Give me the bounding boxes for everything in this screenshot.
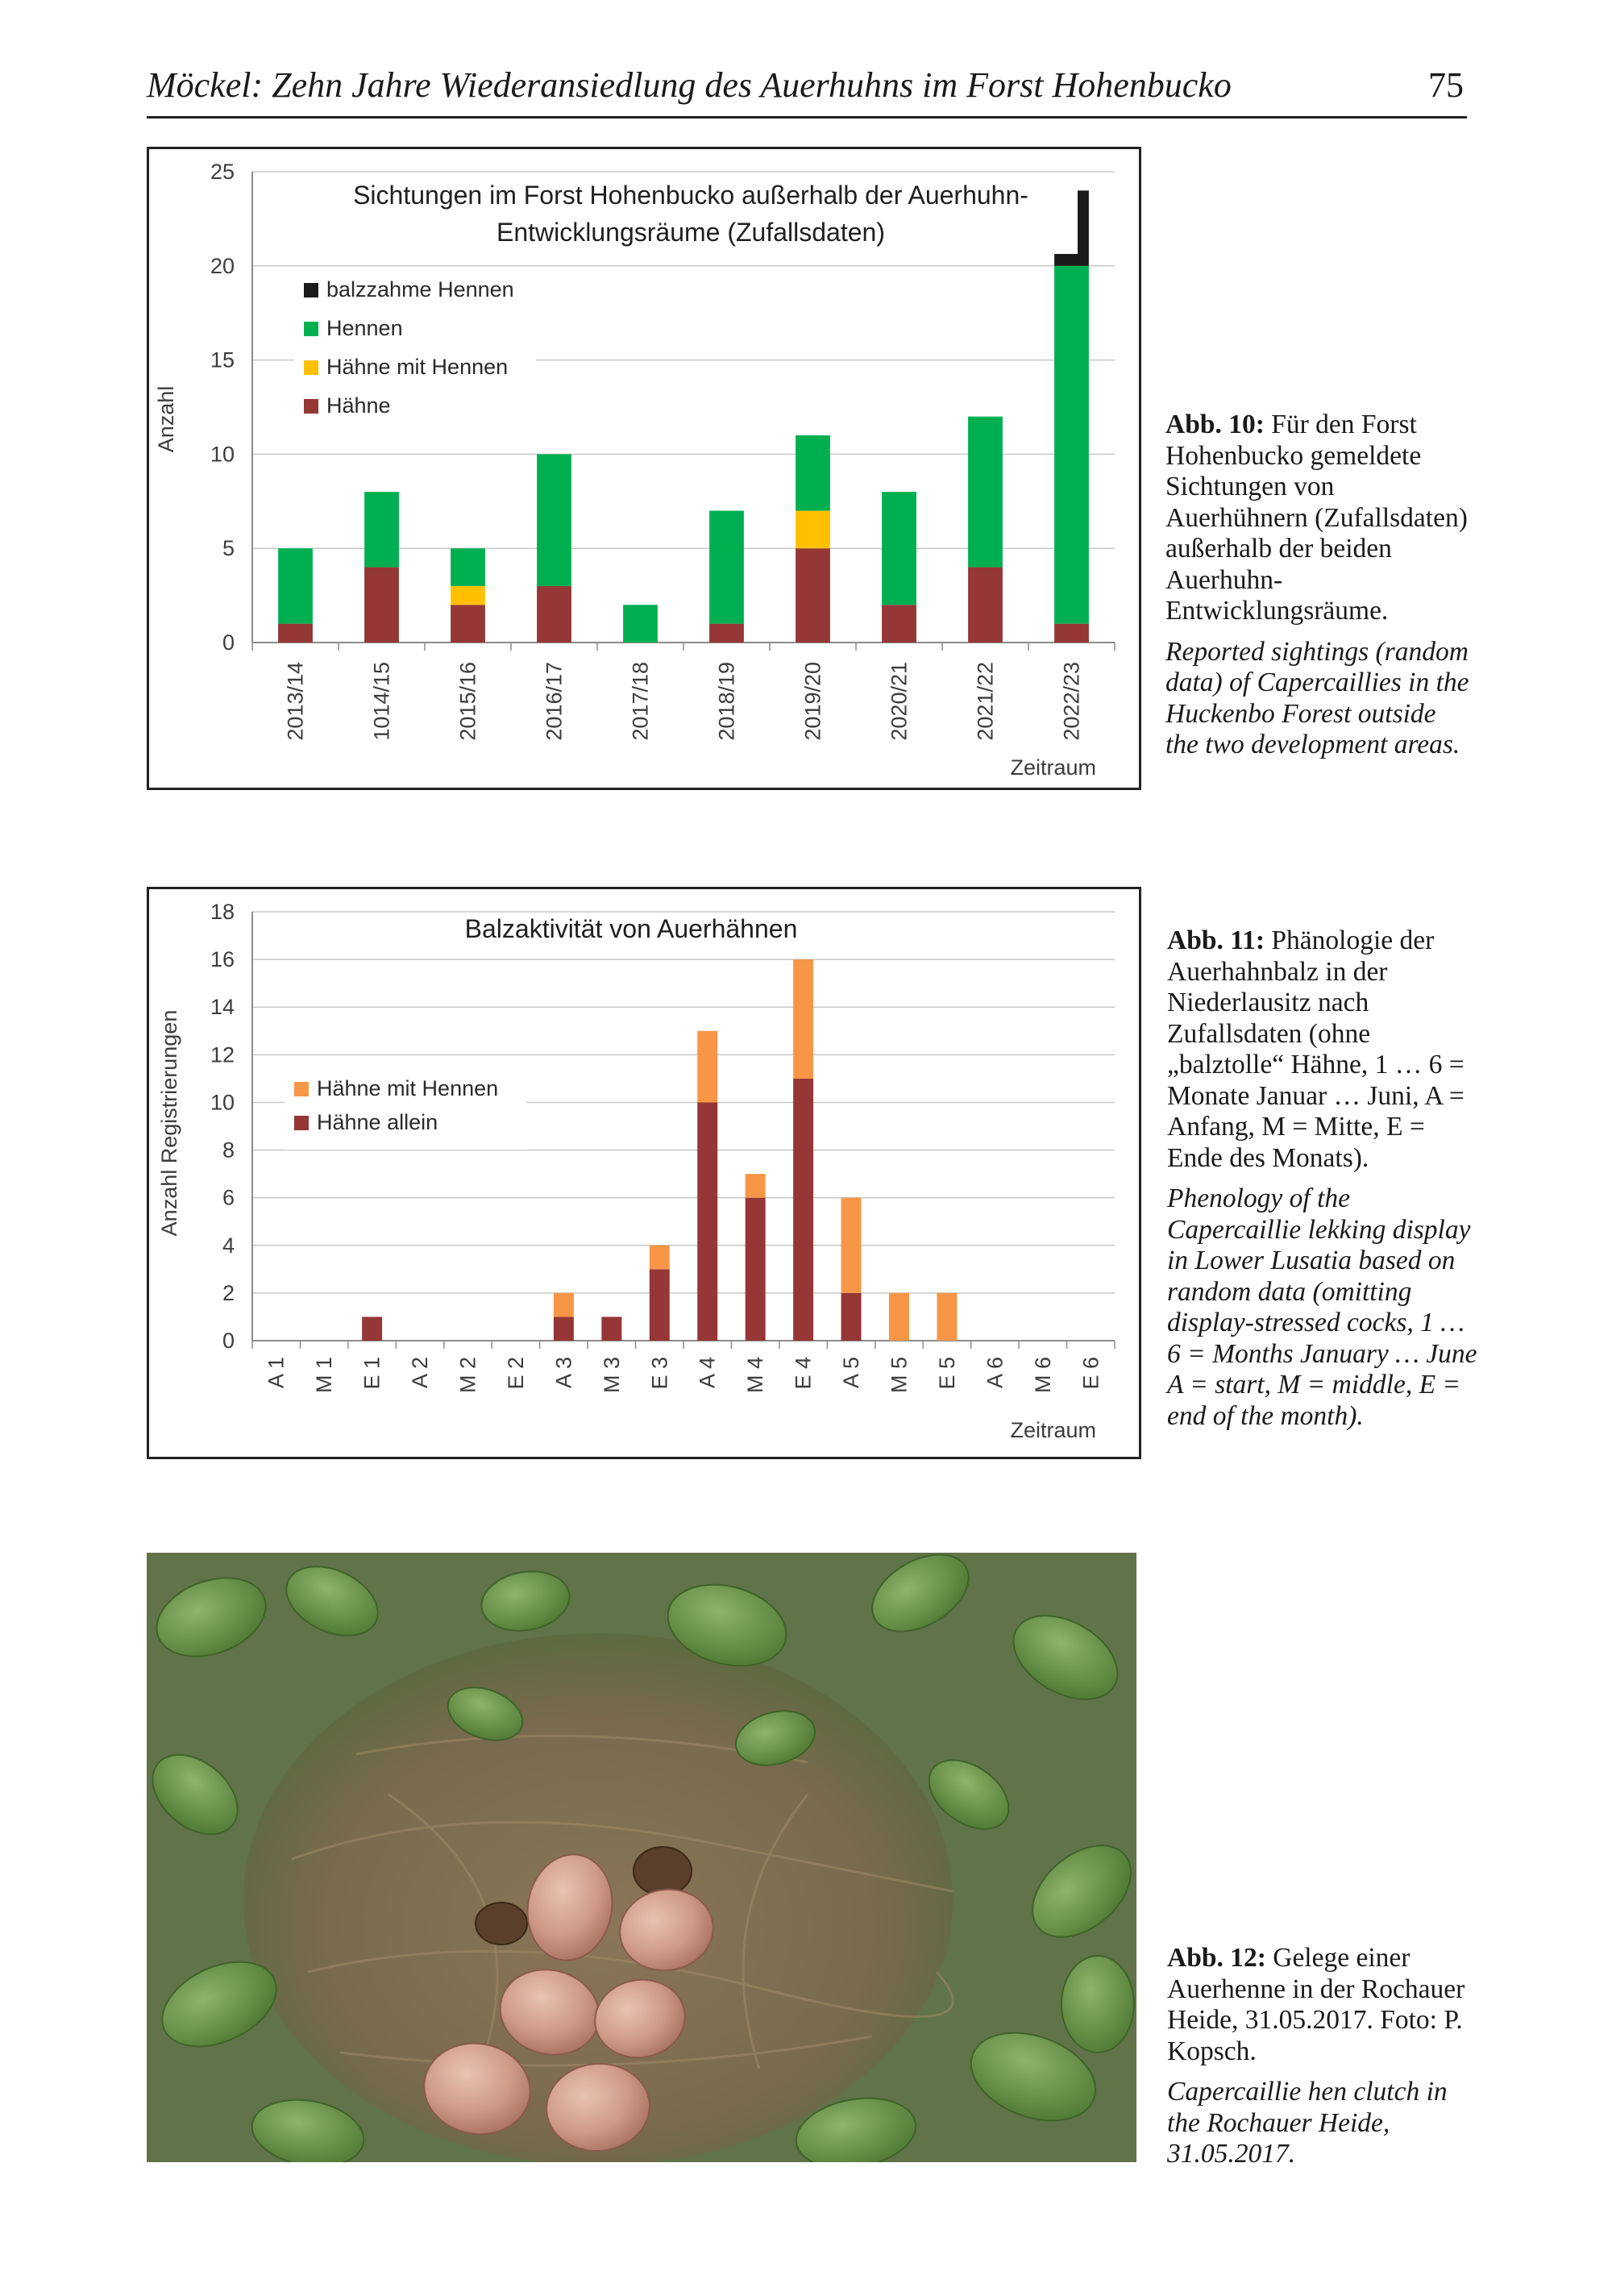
- y-tick-label: 8: [222, 1138, 235, 1163]
- bar-segment: [882, 492, 916, 605]
- x-tick-label: A 3: [551, 1357, 576, 1389]
- x-tick-label: 2015/16: [455, 662, 480, 741]
- bar-segment: [841, 1198, 862, 1293]
- bar-segment: [364, 568, 399, 643]
- legend-swatch: [294, 1116, 309, 1130]
- page-number: 75: [1428, 65, 1464, 105]
- figure-12-label: Abb. 12:: [1167, 1943, 1266, 1973]
- x-tick-label: M 3: [599, 1357, 624, 1394]
- y-tick-label: 18: [210, 900, 235, 924]
- y-tick-label: 14: [210, 995, 235, 1020]
- lekking-chart-svg: [149, 889, 1139, 1457]
- sightings-chart: [147, 147, 1141, 790]
- bar-segment: [650, 1269, 670, 1341]
- bar-segment: [796, 435, 830, 510]
- figure-12-caption: [1167, 1943, 1473, 2180]
- nest-photo: [147, 1553, 1136, 2162]
- bar-segment: [451, 548, 485, 586]
- x-tick-label: A 6: [983, 1357, 1008, 1389]
- legend-label: Hähne mit Hennen: [326, 355, 509, 379]
- y-tick-label: 0: [222, 1329, 235, 1353]
- figure-10-text-de: Für den Forst Hohenbucko gemeldete Sichtungen von Auerhühnern (Zufallsdaten) außerhalb der beiden Auerhuhn-Entwicklungsräume.: [1165, 410, 1468, 626]
- bar-segment: [1054, 266, 1089, 624]
- x-tick-label: 2019/20: [800, 662, 825, 741]
- x-tick-label: M 4: [743, 1357, 768, 1394]
- bar-segment: [623, 605, 658, 643]
- legend-swatch: [304, 399, 318, 414]
- x-tick-label: M 1: [312, 1357, 337, 1394]
- chart-title: Balzaktivität von Auerhähnen: [464, 914, 798, 943]
- figure-11-label: Abb. 11:: [1167, 925, 1265, 955]
- legend-label: Hähne allein: [317, 1110, 438, 1134]
- bar-segment: [697, 1102, 717, 1341]
- bar-segment: [278, 624, 313, 643]
- y-axis-title: Anzahl: [154, 385, 178, 453]
- bar-segment: [451, 586, 485, 605]
- legend-label: balzzahme Hennen: [326, 277, 514, 302]
- x-tick-label: 2022/23: [1059, 662, 1084, 741]
- bar-segment: [601, 1316, 621, 1341]
- bar-segment: [889, 1293, 909, 1341]
- x-tick-label: E 4: [791, 1357, 816, 1390]
- bar-segment: [746, 1174, 766, 1198]
- x-tick-label: 2017/18: [628, 662, 653, 741]
- bar-segment: [364, 492, 399, 567]
- bar-segment: [841, 1293, 862, 1341]
- bar-segment: [968, 417, 1003, 568]
- y-tick-label: 4: [222, 1233, 235, 1258]
- chart-title: Sichtungen im Forst Hohenbucko außerhalb der Auerhuhn-: [353, 181, 1028, 210]
- x-axis-title: Zeitraum: [1010, 1418, 1096, 1442]
- figure-12-caption-de: [1167, 1943, 1473, 2067]
- x-tick-label: 2020/21: [887, 662, 912, 741]
- bar-segment: [554, 1316, 574, 1341]
- x-tick-label: E 2: [503, 1357, 528, 1390]
- y-tick-label: 12: [210, 1042, 235, 1067]
- legend-label: Hähne: [326, 393, 391, 418]
- figure-10-label: Abb. 10:: [1165, 410, 1265, 439]
- y-tick-label: 25: [210, 160, 235, 184]
- y-tick-label: 15: [210, 347, 235, 372]
- figure-10-caption: [1165, 410, 1472, 771]
- x-tick-label: M 2: [455, 1357, 480, 1394]
- x-tick-label: 2021/22: [973, 662, 998, 741]
- bar-segment: [697, 1031, 717, 1103]
- bar-segment: [537, 454, 571, 586]
- y-tick-label: 5: [222, 536, 235, 561]
- figure-12-text-de: Gelege einer Auerhenne in der Rochauer Heide, 31.05.2017. Foto: P. Kopsch.: [1167, 1943, 1465, 2066]
- bar-segment: [554, 1293, 574, 1317]
- x-tick-label: A 2: [408, 1357, 433, 1389]
- x-tick-label: 2016/17: [542, 662, 567, 741]
- x-tick-label: A 1: [264, 1357, 289, 1389]
- y-tick-label: 6: [222, 1185, 235, 1210]
- y-axis-title: Anzahl Registrierungen: [157, 1009, 181, 1237]
- x-tick-label: E 1: [359, 1357, 384, 1390]
- bar-segment: [537, 586, 571, 643]
- x-tick-label: M 5: [887, 1357, 912, 1394]
- bar-segment: [796, 548, 830, 643]
- x-tick-label: E 3: [647, 1357, 672, 1390]
- bar-segment: [793, 959, 813, 1079]
- figure-11-caption-de: [1167, 925, 1481, 1174]
- bar-segment: [1054, 624, 1089, 643]
- lekking-chart: [147, 887, 1141, 1459]
- bar-segment: [937, 1293, 957, 1341]
- nest-photo-illustration: [147, 1553, 1136, 2162]
- bar-segment: [709, 624, 744, 643]
- legend-label: Hähne mit Hennen: [317, 1076, 499, 1100]
- chart-title: Entwicklungsräume (Zufallsdaten): [496, 218, 885, 247]
- legend-swatch: [304, 360, 318, 375]
- x-axis-title: Zeitraum: [1010, 755, 1096, 780]
- legend-swatch: [304, 283, 318, 297]
- x-tick-label: A 5: [839, 1357, 864, 1389]
- y-tick-label: 0: [222, 630, 235, 655]
- bar-segment: [968, 568, 1003, 643]
- bar-segment: [451, 605, 485, 643]
- bar-segment: [796, 510, 830, 548]
- y-tick-label: 2: [222, 1280, 235, 1305]
- figure-12-caption-en: Capercaillie hen clutch in the Rochauer Heide, 31.05.2017.: [1167, 2077, 1448, 2169]
- x-tick-label: 1014/15: [369, 662, 394, 741]
- sightings-chart-svg: [149, 149, 1139, 788]
- x-tick-label: 2013/14: [283, 662, 308, 741]
- running-title: Möckel: Zehn Jahre Wiederansiedlung des Auerhuhns im Forst Hohenbucko: [147, 65, 1232, 105]
- legend-label: Hennen: [326, 316, 403, 340]
- x-tick-label: E 6: [1078, 1357, 1103, 1390]
- x-tick-label: E 5: [934, 1357, 959, 1390]
- y-tick-label: 20: [210, 253, 235, 278]
- bar-segment: [882, 605, 916, 643]
- bar-segment: [709, 510, 744, 623]
- y-tick-label: 10: [210, 442, 235, 467]
- bar-segment: [278, 548, 313, 623]
- running-header: [147, 63, 1467, 119]
- y-tick-label: 16: [210, 947, 235, 972]
- figure-11-caption: [1167, 925, 1481, 1441]
- bar-segment: [746, 1198, 766, 1341]
- bar-segment: [362, 1316, 382, 1341]
- figure-10-caption-en: Reported sightings (random data) of Capercaillies in the Huckenbo Forest outside the two development areas.: [1165, 636, 1469, 759]
- legend-swatch: [294, 1082, 309, 1096]
- bar-segment: [650, 1246, 670, 1270]
- x-tick-label: M 6: [1030, 1357, 1055, 1394]
- legend-swatch: [304, 322, 318, 336]
- x-tick-label: A 4: [695, 1357, 720, 1389]
- bar-segment: [793, 1079, 813, 1341]
- x-tick-label: 2018/19: [714, 662, 739, 741]
- figure-10-caption-de: [1165, 410, 1472, 627]
- figure-11-caption-en: Phenology of the Capercaillie lekking display in Lower Lusatia based on random data (omitting display-stressed cocks, 1 … 6 = Months January … June A = start, M = middle, E = end of the month).: [1167, 1183, 1477, 1431]
- figure-11-text-de: Phänologie der Auerhahnbalz in der Niederlausitz nach Zufallsdaten (ohne „balztolle“ Hähne, 1 … 6 = Monate Januar … Juni, A = Anfang, M = Mitte, E = Ende des Monats).: [1167, 925, 1465, 1173]
- y-tick-label: 10: [210, 1090, 235, 1115]
